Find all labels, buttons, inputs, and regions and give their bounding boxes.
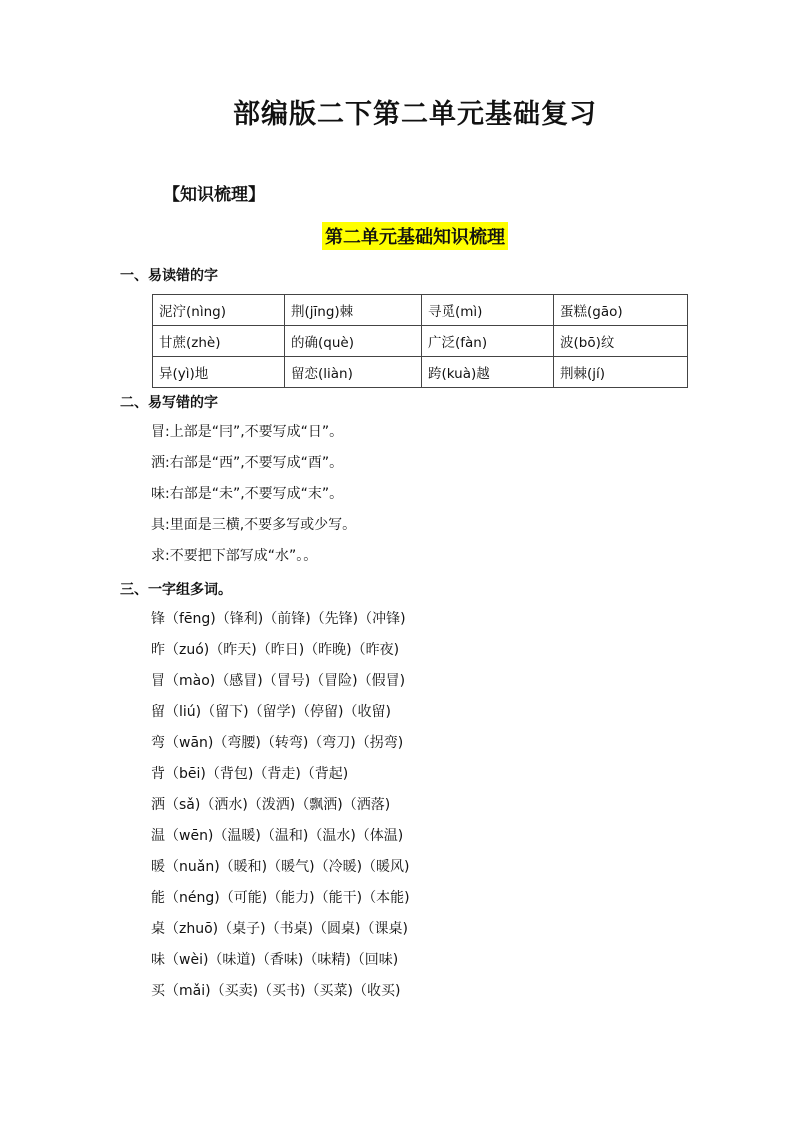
table-cell: 波(bō)纹	[554, 326, 688, 357]
list-item: 锋（fēng)（锋利)（前锋)（先锋)（冲锋)	[151, 611, 406, 627]
heading-misread-characters: 一、易读错的字	[120, 268, 218, 284]
table-cell: 的确(què)	[285, 326, 422, 357]
table-row	[153, 326, 688, 357]
miswritten-list	[151, 420, 356, 575]
highlighted-subtitle: 第二单元基础知识梳理	[322, 222, 508, 250]
table-cell: 甘蔗(zhè)	[153, 326, 285, 357]
list-item: 背（bēi)（背包)（背走)（背起)	[151, 766, 349, 782]
list-item: 暖（nuǎn)（暖和)（暖气)（冷暖)（暖风)	[151, 859, 410, 875]
table-cell: 寻觅(mì)	[422, 295, 554, 326]
list-item: 能（néng)（可能)（能力)（能干)（本能)	[151, 890, 410, 906]
table-cell: 跨(kuà)越	[422, 357, 554, 388]
list-item: 味（wèi)（味道)（香味)（味精)（回味)	[151, 952, 399, 968]
table-cell: 广泛(fàn)	[422, 326, 554, 357]
list-item: 弯（wān)（弯腰)（转弯)（弯刀)（拐弯)	[151, 735, 404, 751]
word-building-list	[151, 607, 410, 1010]
table-row	[153, 357, 688, 388]
table-cell: 荆(jīng)棘	[285, 295, 422, 326]
misread-words-table	[152, 294, 688, 388]
list-item: 冒:上部是“冃”,不要写成“日”。	[151, 424, 344, 440]
list-item: 买（mǎi)（买卖)（买书)（买菜)（收买)	[151, 983, 401, 999]
table-cell: 泥泞(nìng)	[153, 295, 285, 326]
section-tag: 【知识梳理】	[163, 185, 265, 205]
list-item: 温（wēn)（温暖)（温和)（温水)（体温)	[151, 828, 404, 844]
table-cell: 蛋糕(gāo)	[554, 295, 688, 326]
list-item: 洒（sǎ)（洒水)（泼洒)（飘洒)（洒落)	[151, 797, 391, 813]
list-item: 求:不要把下部写成“水”。。	[151, 548, 318, 564]
heading-word-building: 三、一字组多词。	[120, 582, 232, 598]
heading-miswritten-characters: 二、易写错的字	[120, 395, 218, 411]
list-item: 昨（zuó)（昨天)（昨日)（昨晚)（昨夜)	[151, 642, 400, 658]
subtitle-wrap	[0, 222, 794, 250]
table-cell: 荆棘(jí)	[554, 357, 688, 388]
list-item: 冒（mào)（感冒)（冒号)（冒险)（假冒)	[151, 673, 406, 689]
list-item: 洒:右部是“西”,不要写成“酉”。	[151, 455, 344, 471]
list-item: 桌（zhuō)（桌子)（书桌)（圆桌)（课桌)	[151, 921, 408, 937]
list-item: 味:右部是“未”,不要写成“末”。	[151, 486, 344, 502]
table-cell: 留恋(liàn)	[285, 357, 422, 388]
list-item: 留（liú)（留下)（留学)（停留)（收留)	[151, 704, 391, 720]
list-item: 具:里面是三横,不要多写或少写。	[151, 517, 357, 533]
page-title: 部编版二下第二单元基础复习	[233, 99, 597, 130]
table-cell: 异(yì)地	[153, 357, 285, 388]
table-row	[153, 295, 688, 326]
